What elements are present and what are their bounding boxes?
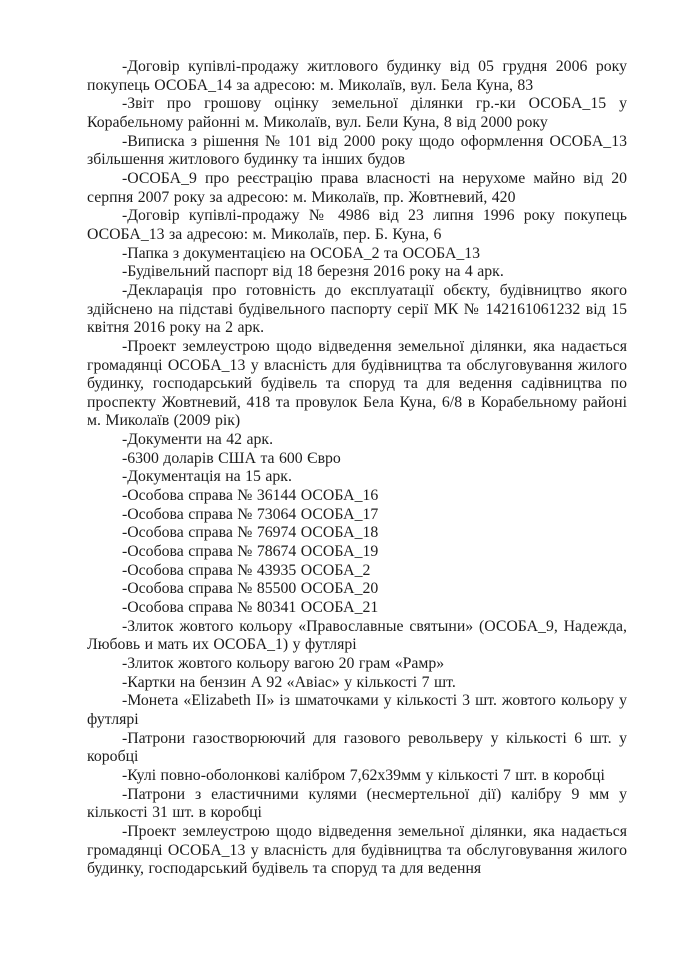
- document-paragraph: -Особова справа № 73064 ОСОБА_17: [122, 505, 379, 523]
- document-paragraph: -Проект землеустрою щодо відведення земельної ділянки, яка надається громадянці ОСОБА_13 у власність для будівництва та обслуговування жилого будинку, господарський будівель та споруд та для ведення садівництва по проспекту Жовтневий, 418 та провулок Бела Куна, 6/8 в Корабельному районі м. Миколаїв (2009 рік): [87, 337, 627, 430]
- document-paragraph: -ОСОБА_9 про реєстрацію права власності на нерухоме майно від 20 серпня 2007 року за адресою: м. Миколаїв, пр. Жовтневий, 420: [87, 169, 627, 206]
- document-paragraph: -Документи на 42 арк.: [122, 431, 274, 449]
- document-paragraph: -Папка з документацією на ОСОБА_2 та ОСОБА_13: [122, 244, 481, 262]
- document-paragraph: -Злиток жовтого кольору «Православные святыни» (ОСОБА_9, Надежда, Любовь и мать их ОСОБА_1) у футлярі: [87, 617, 627, 654]
- document-paragraph: -Договір купівлі-продажу № 4986 від 23 липня 1996 року покупець ОСОБА_13 за адресою: м. Миколаїв, пер. Б. Куна, 6: [87, 207, 627, 243]
- document-paragraph: -Особова справа № 80341 ОСОБА_21: [122, 599, 379, 617]
- document-paragraph: -Декларація про готовність до експлуатації обєкту, будівництво якого здійснено на підставі будівельного паспорту серії МК № 142161061232 від 15 квітня 2016 року на 2 арк.: [87, 281, 627, 337]
- document-paragraph: -Патрони газостворюючий для газового револьверу у кількості 6 шт. у коробці: [87, 729, 627, 766]
- document-paragraph: -Особова справа № 85500 ОСОБА_20: [122, 580, 379, 598]
- document-paragraph: -Особова справа № 78674 ОСОБА_19: [122, 543, 379, 561]
- document-paragraph: -Кулі повно-оболонкові калібром 7,62х39мм у кількості 7 шт. в коробці: [122, 766, 605, 784]
- document-paragraph: -Особова справа № 36144 ОСОБА_16: [122, 487, 379, 505]
- document-body: [87, 58, 627, 879]
- document-paragraph: -Злиток жовтого кольору вагою 20 грам «Рамр»: [122, 655, 445, 672]
- document-paragraph: -Патрони з еластичними кулями (несмертельної дії) калібру 9 мм у кількості 31 шт. в коробці: [87, 785, 627, 822]
- document-paragraph: -Проект землеустрою щодо відведення земельної ділянки, яка надається громадянці ОСОБА_13 у власність для будівництва та обслуговування жилого будинку, господарський будівель та споруд та для ведення: [87, 822, 627, 878]
- document-paragraph: -Будівельний паспорт від 18 березня 2016 року на 4 арк.: [122, 263, 504, 281]
- document-paragraph: -Виписка з рішення № 101 від 2000 року щодо оформлення ОСОБА_13 збільшення житлового будинку та інших будов: [87, 132, 627, 169]
- document-paragraph: -Монета «Elizabeth II» із шматочками у кількості 3 шт. жовтого кольору у футлярі: [87, 692, 627, 728]
- document-paragraph: -Картки на бензин А 92 «Авіас» у кількості 7 шт.: [122, 673, 456, 691]
- document-paragraph: -Особова справа № 43935 ОСОБА_2: [122, 561, 371, 579]
- document-paragraph: -Звіт про грошову оцінку земельної ділянки гр.-ки ОСОБА_15 у Корабельному районні м. Миколаїв, вул. Бели Куна, 8 від 2000 року: [87, 95, 627, 131]
- document-paragraph: -Особова справа № 76974 ОСОБА_18: [122, 524, 379, 542]
- document-paragraph: -Договір купівлі-продажу житлового будинку від 05 грудня 2006 року покупець ОСОБА_14 за адресою: м. Миколаїв, вул. Бела Куна, 83: [87, 58, 627, 94]
- document-paragraph: -Документація на 15 арк.: [122, 468, 292, 486]
- document-paragraph: -6300 доларів США та 600 Євро: [122, 449, 341, 467]
